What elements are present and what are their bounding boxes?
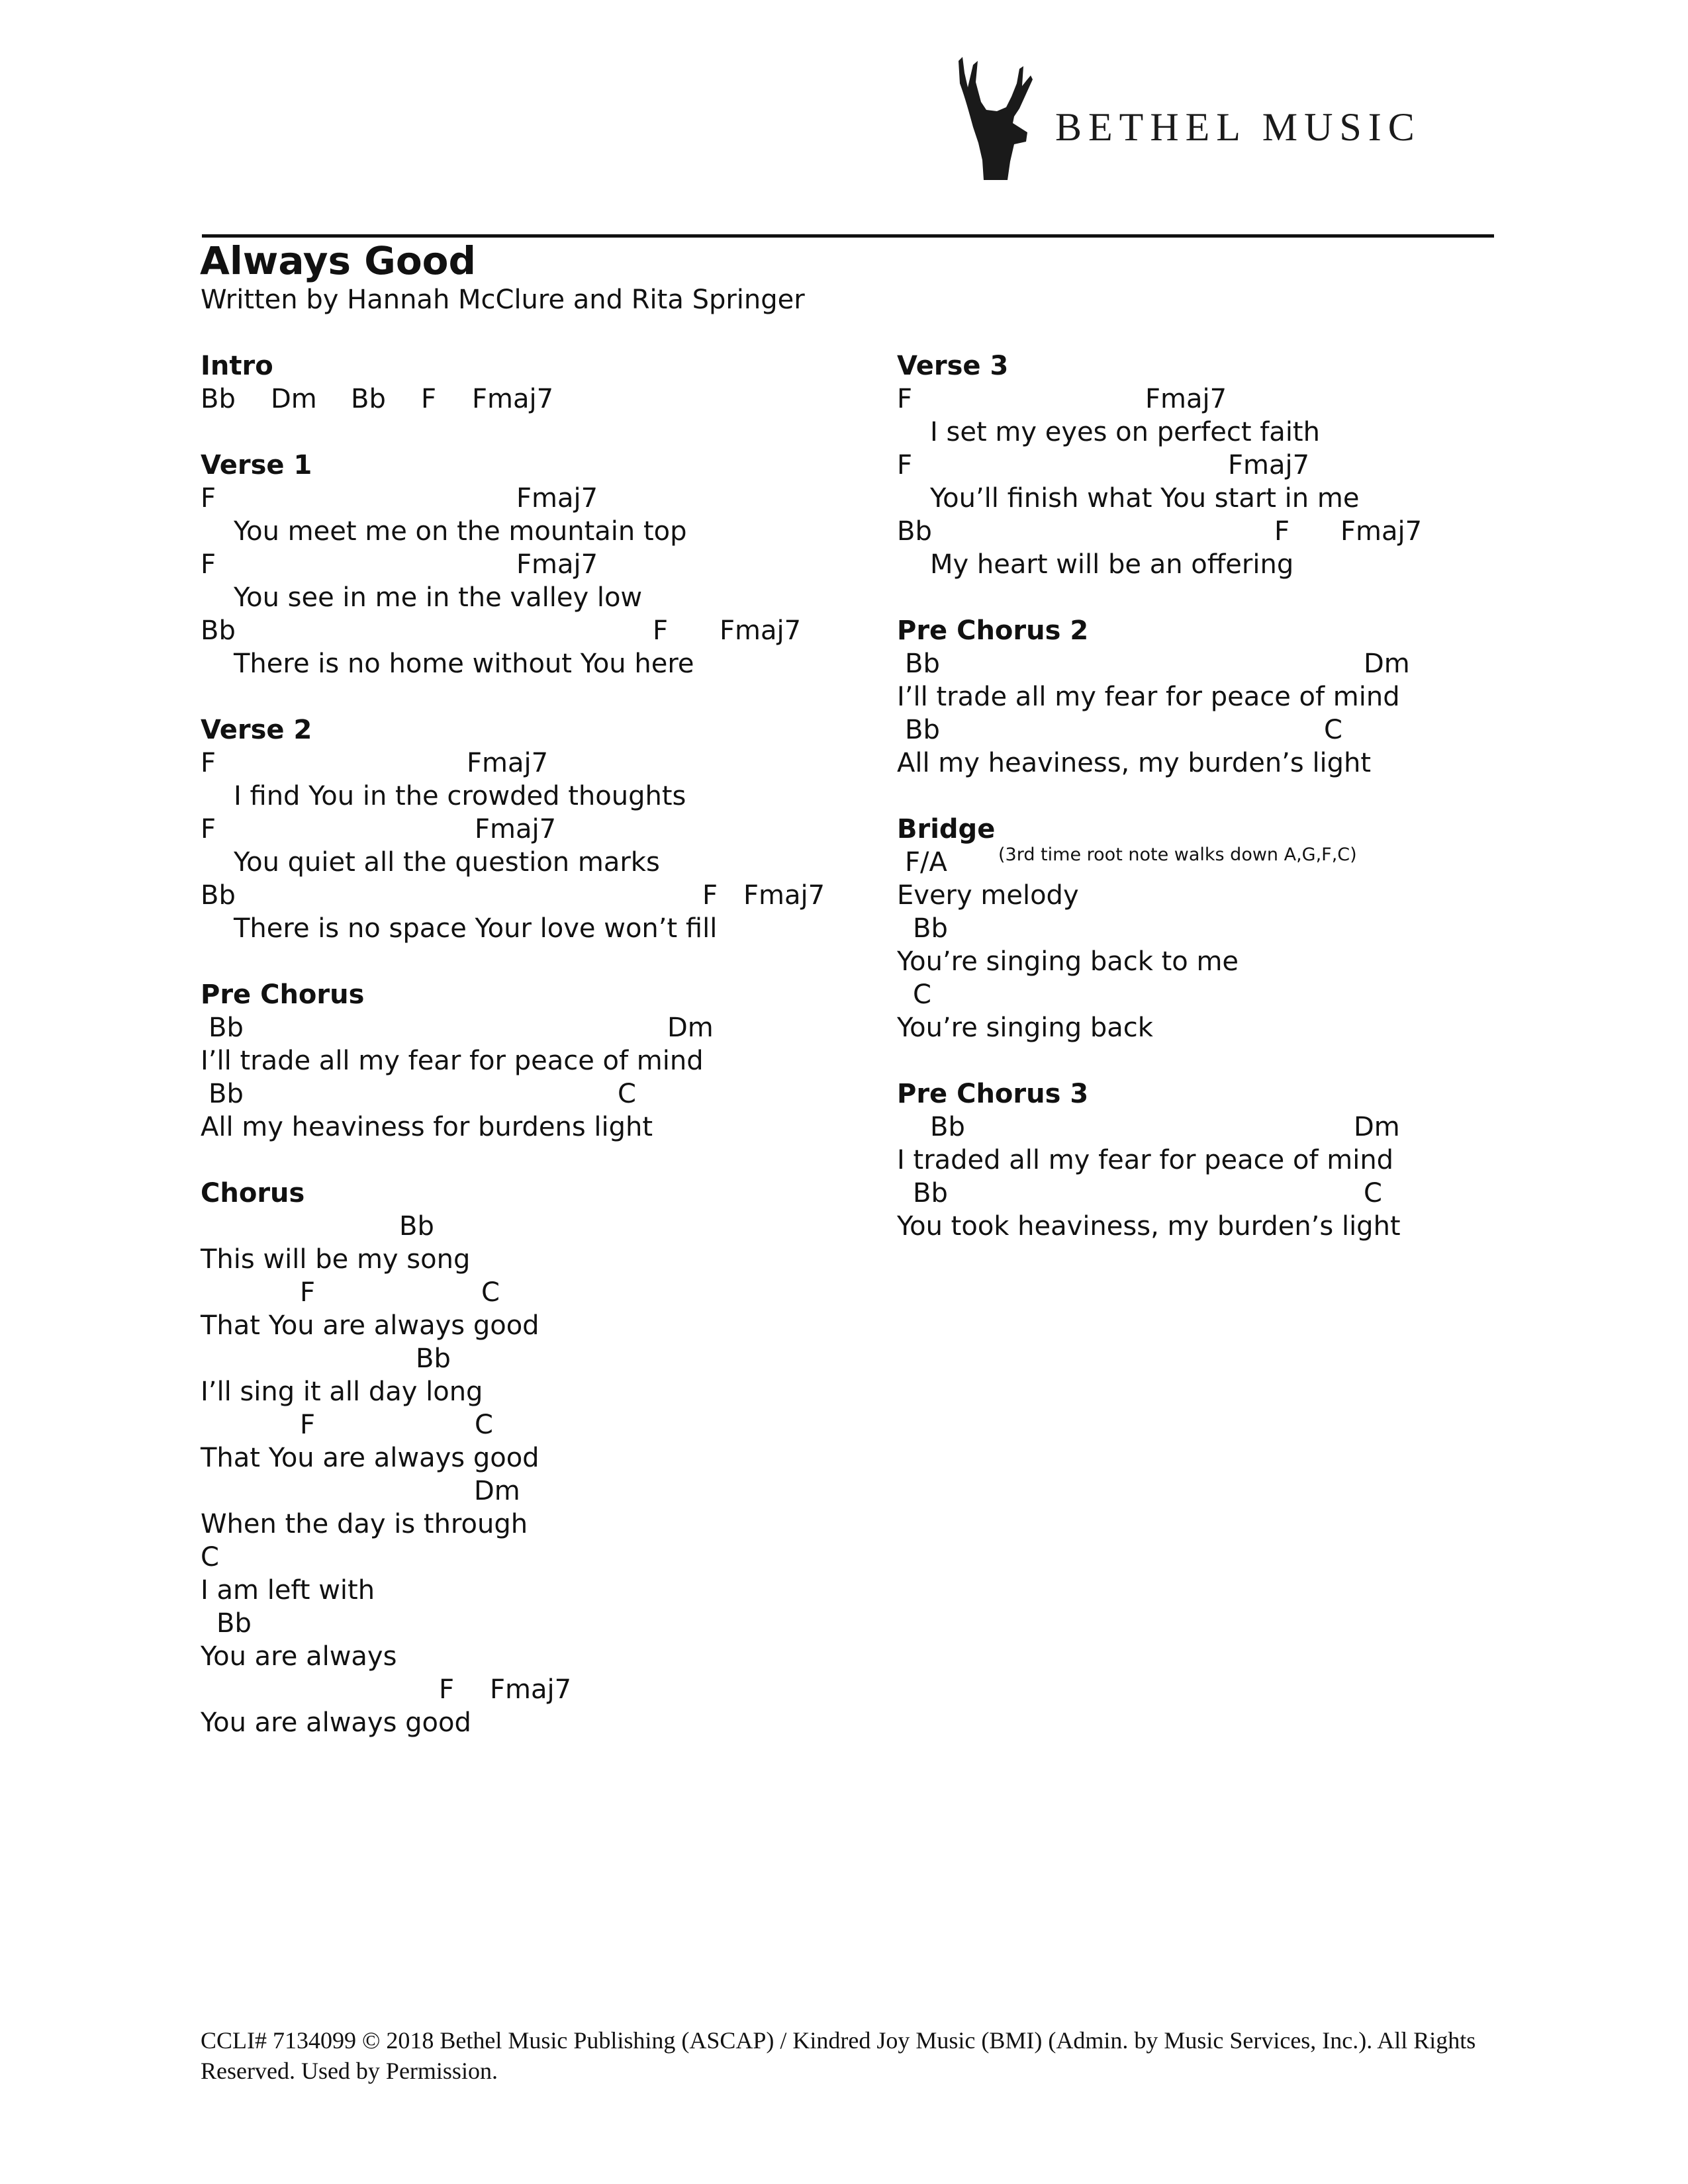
chord: Fmaj7 — [1340, 516, 1423, 547]
section-title: Verse 1 — [201, 450, 312, 480]
chord: C — [618, 1079, 636, 1109]
chord: Bb — [209, 1079, 244, 1109]
chord: F — [897, 450, 913, 480]
chord: Bb — [216, 1608, 252, 1639]
chord-line — [201, 1541, 863, 1574]
lyric-line: You see in me in the valley low — [234, 582, 643, 613]
section-intro — [201, 349, 863, 416]
chord: F — [201, 483, 216, 514]
chord-line — [201, 1607, 863, 1640]
section-title: Verse 2 — [201, 715, 312, 745]
chord: C — [1364, 1178, 1382, 1208]
lyric-line: You’re singing back to me — [897, 946, 1239, 977]
chord: F — [201, 814, 216, 844]
section-pre-chorus-2 — [897, 614, 1493, 780]
chord: F/A — [905, 847, 947, 878]
chord: C — [475, 1410, 493, 1440]
chord: Dm — [271, 384, 317, 414]
lyric-line: That You are always good — [201, 1443, 539, 1473]
chord-line — [201, 879, 863, 912]
bridge-note: (3rd time root note walks down A,G,F,C) — [998, 844, 1357, 865]
section-bridge — [897, 813, 1493, 1044]
section-title: Chorus — [201, 1178, 305, 1208]
left-column — [201, 349, 863, 1772]
section-title: Pre Chorus 2 — [897, 615, 1089, 646]
section-title: Intro — [201, 351, 273, 381]
section-pre-chorus-3 — [897, 1077, 1493, 1243]
chord: Bb — [913, 913, 948, 944]
lyric-line: You took heaviness, my burden’s light — [897, 1211, 1401, 1242]
chord: F — [201, 748, 216, 778]
chord: C — [201, 1542, 219, 1572]
lyric-line: I traded all my fear for peace of mind — [897, 1145, 1394, 1175]
chord: F — [421, 384, 437, 414]
section-pre-chorus — [201, 978, 863, 1144]
chord-line — [201, 1077, 863, 1111]
lyric-line: Every melody — [897, 880, 1079, 911]
song-title: Always Good — [200, 238, 477, 283]
chord-line — [897, 647, 1493, 680]
lyric-line: That You are always good — [201, 1310, 539, 1341]
chord-line — [897, 978, 1493, 1011]
chord-line — [201, 548, 863, 581]
section-title: Bridge — [897, 814, 996, 844]
chord: Fmaj7 — [467, 748, 549, 778]
chord: F — [201, 549, 216, 580]
chord: Bb — [930, 1112, 965, 1142]
section-title: Pre Chorus 3 — [897, 1079, 1089, 1109]
chord: F — [653, 615, 669, 646]
chord: C — [481, 1277, 500, 1308]
lyric-line: I’ll trade all my fear for peace of mind — [897, 682, 1400, 712]
chord: Fmaj7 — [516, 483, 598, 514]
title-divider — [202, 234, 1494, 238]
chord: Bb — [209, 1013, 244, 1043]
chord-line — [201, 1408, 863, 1441]
chord-line — [201, 813, 863, 846]
chord: F — [1274, 516, 1290, 547]
deer-head-icon — [953, 49, 1039, 181]
chord: C — [1324, 715, 1342, 745]
chord-line — [897, 846, 1493, 879]
chord-line — [897, 1177, 1493, 1210]
chord-line — [201, 383, 863, 416]
chord: Bb — [913, 1178, 948, 1208]
chord: Bb — [897, 516, 932, 547]
chord: C — [913, 979, 931, 1010]
lyric-line: I’ll trade all my fear for peace of mind — [201, 1046, 704, 1076]
lyric-line: My heart will be an offering — [930, 549, 1294, 580]
chord: Bb — [201, 880, 236, 911]
section-title: Verse 3 — [897, 351, 1009, 381]
chord-line — [201, 614, 863, 647]
chord: Dm — [1364, 649, 1410, 679]
chord: Bb — [399, 1211, 434, 1242]
chord-line — [201, 1342, 863, 1375]
chord-line — [897, 449, 1493, 482]
chord-line — [201, 747, 863, 780]
lyric-line: You are always — [201, 1641, 397, 1672]
lyric-line: All my heaviness for burdens light — [201, 1112, 653, 1142]
chord: Bb — [201, 384, 236, 414]
lyric-line: There is no home without You here — [234, 649, 694, 679]
chord: Fmaj7 — [1228, 450, 1310, 480]
section-verse-3 — [897, 349, 1493, 581]
chord: Fmaj7 — [720, 615, 802, 646]
chord-line — [897, 713, 1493, 747]
lyric-line: All my heaviness, my burden’s light — [897, 748, 1372, 778]
lyric-line: You meet me on the mountain top — [234, 516, 687, 547]
lyric-line: I am left with — [201, 1575, 375, 1606]
lyric-line: You quiet all the question marks — [234, 847, 660, 878]
lyric-line: This will be my song — [201, 1244, 471, 1275]
right-column — [897, 349, 1493, 1276]
lyric-line: You’ll finish what You start in me — [930, 483, 1360, 514]
copyright-footer: CCLI# 7134099 © 2018 Bethel Music Publishing (ASCAP) / Kindred Joy Music (BMI) (Admin. by Music Services, Inc.). All Rights Reserved. Used by Permission. — [201, 2027, 1476, 2084]
lyric-line: I set my eyes on perfect faith — [930, 417, 1320, 447]
chord: Dm — [667, 1013, 714, 1043]
chord-line — [897, 1111, 1493, 1144]
section-verse-2 — [201, 713, 863, 945]
lyric-line: I’ll sing it all day long — [201, 1377, 483, 1407]
chord: Fmaj7 — [490, 1674, 572, 1705]
chord: Bb — [905, 715, 940, 745]
chord: Bb — [905, 649, 940, 679]
section-chorus — [201, 1177, 863, 1739]
chord: Fmaj7 — [472, 384, 554, 414]
chord-line — [897, 515, 1493, 548]
chord: Bb — [416, 1343, 451, 1374]
chord: Fmaj7 — [743, 880, 825, 911]
lyric-line: I find You in the crowded thoughts — [234, 781, 686, 811]
chord: Dm — [474, 1476, 520, 1506]
chord-line — [201, 1475, 863, 1508]
chord: Fmaj7 — [475, 814, 557, 844]
chord: F — [897, 384, 913, 414]
lyric-line: You’re singing back — [897, 1013, 1153, 1043]
brand-name: BETHEL MUSIC — [1055, 105, 1421, 149]
chord-line — [897, 912, 1493, 945]
chord: Bb — [201, 615, 236, 646]
chord: F — [702, 880, 718, 911]
chord-line — [201, 1210, 863, 1243]
chord-line — [201, 482, 863, 515]
chord: F — [439, 1674, 455, 1705]
chord: F — [300, 1277, 316, 1308]
chord: F — [300, 1410, 316, 1440]
chord: Fmaj7 — [1145, 384, 1227, 414]
lyric-line: You are always good — [201, 1707, 471, 1738]
chord-line — [201, 1276, 863, 1309]
chord-line — [201, 1673, 863, 1706]
lyric-line: There is no space Your love won’t fill — [234, 913, 718, 944]
chord-line — [897, 383, 1493, 416]
section-verse-1 — [201, 449, 863, 680]
song-writers: Written by Hannah McClure and Rita Springer — [201, 285, 805, 315]
chord: Bb — [351, 384, 386, 414]
chord-line — [201, 1011, 863, 1044]
chord: Fmaj7 — [516, 549, 598, 580]
section-title: Pre Chorus — [201, 979, 365, 1010]
chord: Dm — [1354, 1112, 1400, 1142]
lyric-line: When the day is through — [201, 1509, 528, 1539]
